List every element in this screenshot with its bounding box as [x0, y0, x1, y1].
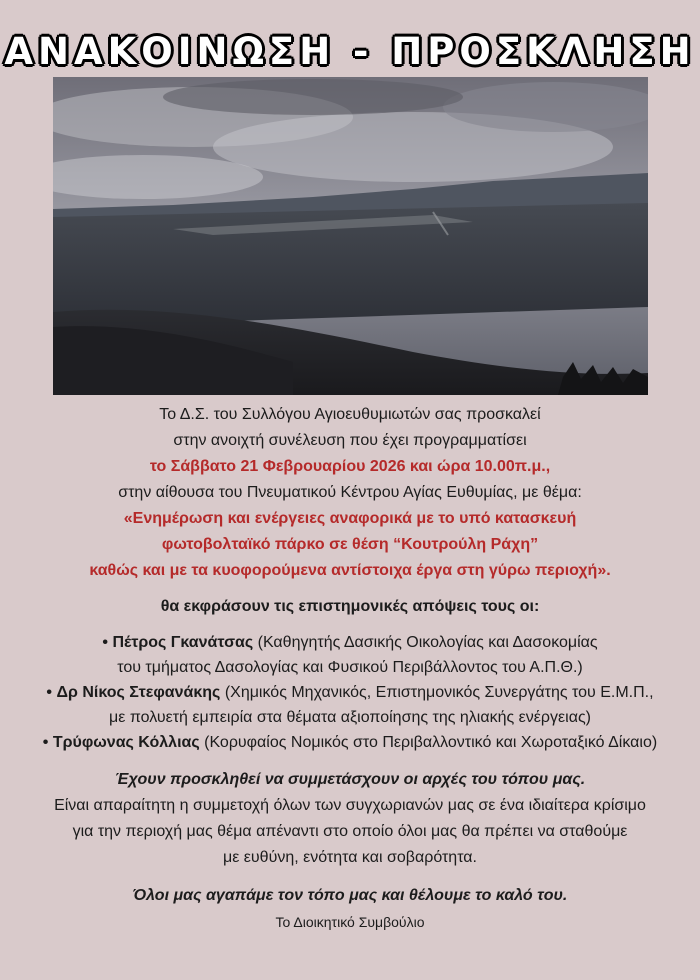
- invited-line-3: με ευθύνη, ενότητα και σοβαρότητα.: [223, 849, 477, 866]
- intro-line-2: στην ανοιχτή συνέλευση που έχει προγραμματίσει: [173, 432, 527, 449]
- invited-line-1: Είναι απαραίτητη η συμμετοχή όλων των συγχωριανών μας σε ένα ιδιαίτερα κρίσιμο: [54, 797, 646, 814]
- invited-line-2: για την περιοχή μας θέμα απέναντι στο οποίο όλοι μας θα πρέπει να σταθούμε: [72, 823, 628, 840]
- speaker-description: (Χημικός Μηχανικός, Επιστημονικός Συνεργάτης του Ε.Μ.Π.,: [224, 684, 654, 701]
- landscape-photo: [53, 77, 648, 395]
- speaker-description-cont: με πολυετή εμπειρία στα θέματα αξιοποίησης της ηλιακής ενέργειας): [109, 709, 591, 726]
- bullet: •: [42, 734, 49, 751]
- signature: Το Διοικητικό Συμβούλιο: [275, 914, 425, 930]
- bullet: •: [102, 634, 108, 651]
- speaker-description-cont: του τμήματος Δασολογίας και Φυσικού Περιβάλλοντος του Α.Π.Θ.): [117, 659, 583, 676]
- intro-line-4: στην αίθουσα του Πνευματικού Κέντρου Αγίας Ευθυμίας, με θέμα:: [118, 484, 582, 501]
- meeting-date: το Σάββατο 21 Φεβρουαρίου 2026 και ώρα 10.00π.μ.,: [149, 458, 551, 475]
- speaker-item: [20, 630, 680, 655]
- invited-heading: Έχουν προσκληθεί να συμμετάσχουν οι αρχές του τόπου μας.: [114, 771, 586, 788]
- subject-line-2: φωτοβολταϊκό πάρκο σε θέση “Κουτρούλη Ράχη”: [161, 536, 539, 553]
- speaker-name: Τρύφωνας Κόλλιας: [52, 734, 200, 751]
- page-title: ΑΝΑΚΟΙΝΩΣΗ - ΠΡΟΣΚΛΗΣΗ: [4, 30, 696, 73]
- speaker-name: Δρ Νίκος Στεφανάκης: [56, 684, 221, 701]
- closing-statement: Όλοι μας αγαπάμε τον τόπο μας και θέλουμε το καλό του.: [132, 887, 568, 904]
- speaker-item: [20, 680, 680, 705]
- speaker-description: (Κορυφαίος Νομικός στο Περιβαλλοντικό και Χωροταξικό Δίκαιο): [204, 734, 658, 751]
- speaker-description: (Καθηγητής Δασικής Οικολογίας και Δασοκομίας: [257, 634, 598, 651]
- speaker-item: [20, 730, 680, 755]
- speakers-list: [20, 630, 680, 755]
- speaker-name: Πέτρος Γκανάτσας: [112, 634, 254, 651]
- speakers-heading: θα εκφράσουν τις επιστημονικές απόψεις τους οι:: [160, 598, 540, 615]
- intro-line-1: Το Δ.Σ. του Συλλόγου Αγιοευθυμιωτών σας προσκαλεί: [159, 406, 541, 423]
- subject-line-1: «Ενημέρωση και ενέργειες αναφορικά με το υπό κατασκευή: [123, 510, 577, 527]
- bullet: •: [46, 684, 53, 701]
- landscape-photo-image: [53, 77, 648, 395]
- announcement-body: [20, 402, 680, 935]
- subject-line-3: καθώς και με τα κυοφορούμενα αντίστοιχα έργα στη γύρω περιοχή».: [89, 562, 611, 579]
